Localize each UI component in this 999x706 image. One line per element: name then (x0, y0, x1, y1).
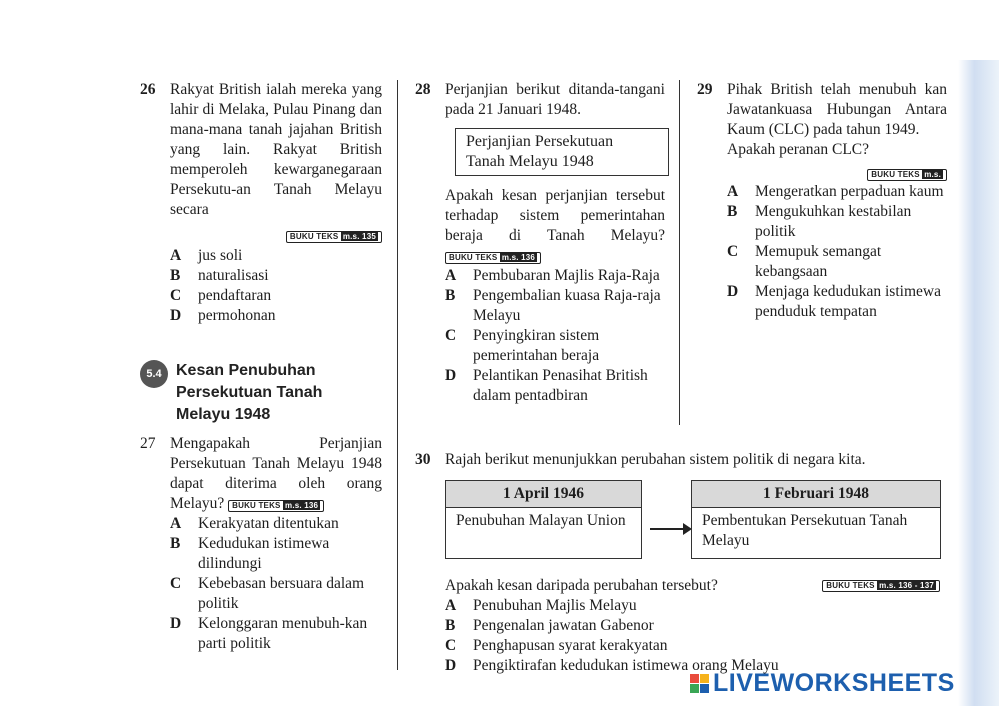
option-d[interactable]: D Kelonggaran menubuh-kan parti politik (170, 615, 368, 652)
question-28 (415, 80, 665, 266)
timeline-box-1948 (691, 480, 941, 559)
question-30 (415, 450, 945, 676)
option-b[interactable]: B Pengenalan jawatan Gabenor (445, 617, 654, 634)
question-number: 26 (140, 81, 156, 98)
textbook-badge: BUKU TEKS m.s. (867, 169, 947, 181)
column-right (697, 80, 947, 322)
option-b[interactable]: B naturalisasi (170, 267, 269, 284)
timeline-date: 1 April 1946 (446, 481, 641, 508)
column-middle (415, 80, 665, 406)
option-a[interactable]: A Pembubaran Majlis Raja-Raja (445, 267, 660, 284)
question-26 (140, 80, 382, 220)
option-a[interactable]: A Mengeratkan perpaduan kaum (727, 183, 944, 200)
option-c[interactable]: C Penghapusan syarat kerakyatan (445, 637, 668, 654)
section-number-icon: 5.4 (140, 360, 168, 388)
question-number: 29 (697, 81, 713, 98)
textbook-badge: BUKU TEKS m.s. 135 (286, 231, 382, 243)
logo-square (700, 674, 709, 683)
section-title-line: Kesan Penubuhan (176, 362, 316, 379)
question-text: Rakyat British ialah mereka yang lahir di Melaka, Pulau Pinang dan mana-mana tanah jajahan British yang lain. Rakyat British memperoleh kewarganegaraan Persekutu-an Tanah Melayu secara (170, 81, 382, 218)
question-27 (140, 434, 382, 514)
timeline-event: Pembentukan Persekutuan Tanah Melayu (702, 512, 908, 549)
section-heading (140, 360, 382, 430)
question-number: 30 (415, 451, 431, 468)
agreement-box: Perjanjian Persekutuan Tanah Melayu 1948 (455, 128, 669, 176)
options-27 (170, 514, 382, 654)
section-title-line: Melayu 1948 (176, 406, 271, 423)
option-b[interactable]: B Pengembalian kuasa Raja-raja Melayu (445, 287, 661, 324)
column-divider-2 (679, 80, 680, 425)
column-left (140, 80, 382, 654)
question-number: 27 (140, 435, 156, 452)
question-29 (697, 80, 947, 160)
options-30 (445, 596, 945, 676)
column-divider-1 (397, 80, 398, 670)
option-a[interactable]: A jus soli (170, 247, 243, 264)
option-d[interactable]: D permohonan (170, 307, 276, 324)
option-a[interactable]: A Kerakyatan ditentukan (170, 515, 339, 532)
logo-square (690, 684, 699, 693)
question-prompt: Apakah peranan CLC? (727, 141, 870, 158)
question-text: Perjanjian berikut ditanda-tangani pada 21 Januari 1948. (445, 81, 665, 118)
textbook-badge: BUKU TEKS m.s. 136 (445, 252, 541, 264)
textbook-badge: BUKU TEKS m.s. 136 - 137 (822, 580, 940, 592)
logo-square (700, 684, 709, 693)
textbook-badge: BUKU TEKS m.s. 136 (228, 500, 324, 512)
timeline-diagram (445, 480, 945, 570)
question-text: Pihak British telah menubuh kan Jawatankuasa Hubungan Antara Kaum (CLC) pada tahun 1949. (727, 81, 947, 138)
timeline-event: Penubuhan Malayan Union (456, 512, 626, 529)
arrow-right-icon (650, 528, 690, 530)
option-d[interactable]: D Pelantikan Penasihat British dalam pentadbiran (445, 367, 648, 404)
question-text: Mengapakah Perjanjian Persekutuan Tanah Melayu 1948 dapat diterima oleh orang Melayu? BUKU TEKS m.s. 136 (170, 435, 382, 512)
option-b[interactable]: B Kedudukan istimewa dilindungi (170, 535, 330, 572)
logo-text: LIVEWORKSHEETS (713, 668, 955, 697)
question-text: Rajah berikut menunjukkan perubahan sistem politik di negara kita. (445, 451, 866, 468)
question-prompt: Apakah kesan daripada perubahan tersebut? (445, 577, 718, 594)
option-c[interactable]: C Penyingkiran sistem pemerintahan beraja (445, 327, 600, 364)
liveworksheets-logo (690, 668, 955, 698)
logo-square (690, 674, 699, 683)
timeline-date: 1 Februari 1948 (692, 481, 940, 508)
option-c[interactable]: C Memupuk semangat kebangsaan (727, 243, 882, 280)
options-29 (727, 182, 947, 322)
options-28 (445, 266, 665, 406)
option-d[interactable]: D Menjaga kedudukan istimewa penduduk tempatan (727, 283, 941, 320)
question-number: 28 (415, 81, 431, 98)
option-a[interactable]: A Penubuhan Majlis Melayu (445, 597, 637, 614)
option-c[interactable]: C Kebebasan bersuara dalam politik (170, 575, 365, 612)
logo-grid-icon (690, 674, 709, 693)
question-prompt: Apakah kesan perjanjian tersebut terhadap sistem pemerintahan beraja di Tanah Melayu? BUKU TEKS m.s. 136 (445, 187, 665, 262)
section-title-line: Persekutuan Tanah (176, 384, 323, 401)
option-d[interactable]: D Pengiktirafan kedudukan istimewa orang Melayu (445, 657, 779, 674)
timeline-box-1946 (445, 480, 642, 559)
option-c[interactable]: C pendaftaran (170, 287, 272, 304)
options-26 (170, 246, 382, 326)
scan-edge-shadow (958, 60, 999, 706)
option-b[interactable]: B Mengukuhkan kestabilan politik (727, 203, 912, 240)
